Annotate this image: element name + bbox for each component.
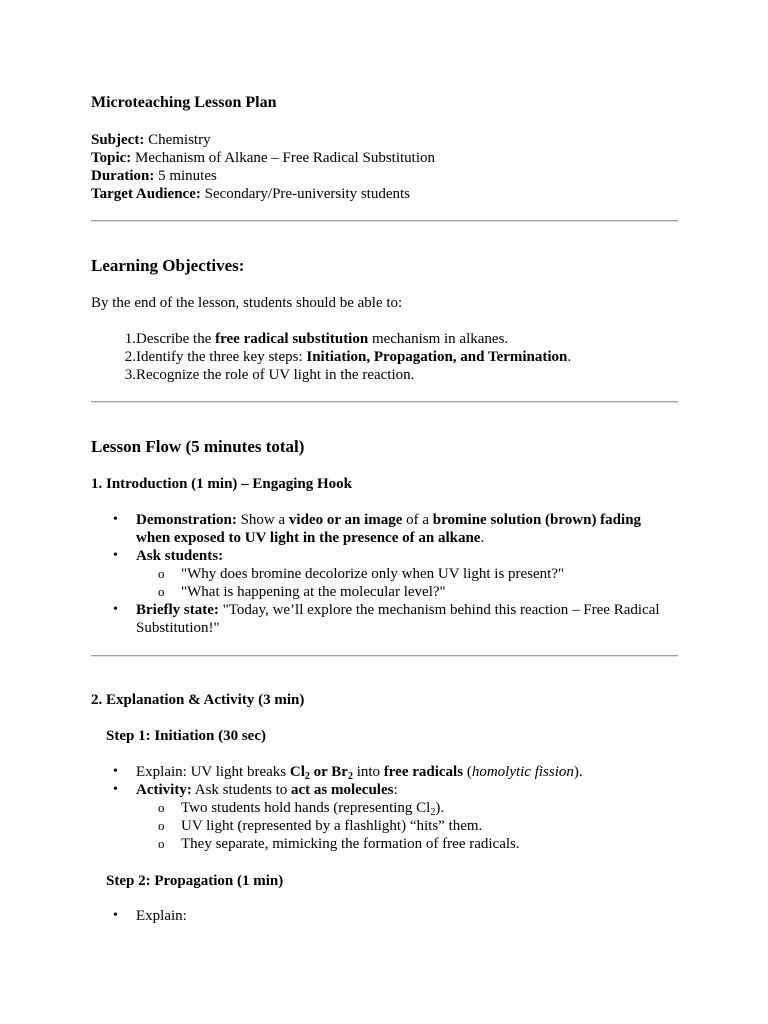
document-title: Microteaching Lesson Plan <box>91 94 277 111</box>
objective-item: 2.Identify the three key steps: Initiation, Propagation, and Termination. <box>124 349 572 365</box>
circle-bullet-icon: o <box>158 818 165 833</box>
briefly-state-line-1: Briefly state: "Today, we’ll explore the mechanism behind this reaction – Free Radical <box>136 602 660 618</box>
bullet-icon: • <box>113 512 118 527</box>
circle-bullet-icon: o <box>158 566 165 581</box>
meta-duration: Duration: 5 minutes <box>91 168 217 184</box>
ask-question: "What is happening at the molecular level?" <box>181 584 446 600</box>
demonstration-line-1: Demonstration: Show a video or an image of a bromine solution (brown) fading <box>136 512 642 528</box>
meta-audience: Target Audience: Secondary/Pre-university students <box>91 186 410 202</box>
explanation-heading: 2. Explanation & Activity (3 min) <box>91 692 305 708</box>
objective-item: 1.Describe the free radical substitution mechanism in alkanes. <box>124 331 509 347</box>
meta-topic: Topic: Mechanism of Alkane – Free Radical Substitution <box>91 150 435 166</box>
objectives-intro: By the end of the lesson, students should be able to: <box>91 295 403 311</box>
meta-subject: Subject: Chemistry <box>91 132 211 148</box>
objective-item: 3.Recognize the role of UV light in the reaction. <box>124 367 415 383</box>
bullet-icon: • <box>113 782 118 797</box>
circle-bullet-icon: o <box>158 836 165 851</box>
activity-item: They separate, mimicking the formation of free radicals. <box>181 836 520 852</box>
step2-explain: Explain: <box>136 908 187 924</box>
bullet-icon: • <box>113 548 118 563</box>
activity-item: UV light (represented by a flashlight) “hits” them. <box>181 818 483 834</box>
step1-heading: Step 1: Initiation (30 sec) <box>106 728 266 744</box>
objectives-heading: Learning Objectives: <box>91 256 245 275</box>
step1-activity: Activity: Ask students to act as molecules: <box>136 782 398 798</box>
demonstration-line-2: when exposed to UV light in the presence of an alkane. <box>136 530 485 546</box>
activity-item: Two students hold hands (representing $Cl_2$). <box>181 800 445 818</box>
circle-bullet-icon: o <box>158 800 165 815</box>
bullet-icon: • <box>113 908 118 923</box>
divider <box>91 220 678 222</box>
introduction-heading: 1. Introduction (1 min) – Engaging Hook <box>91 476 353 492</box>
divider <box>91 401 678 403</box>
bullet-icon: • <box>113 764 118 779</box>
ask-question: "Why does bromine decolorize only when UV light is present?" <box>181 566 565 582</box>
lesson-flow-heading: Lesson Flow (5 minutes total) <box>91 437 305 456</box>
briefly-state-line-2: Substitution!" <box>136 620 220 636</box>
bullet-icon: • <box>113 602 118 617</box>
circle-bullet-icon: o <box>158 584 165 599</box>
ask-students-label: Ask students: <box>136 548 224 564</box>
step2-heading: Step 2: Propagation (1 min) <box>106 873 284 889</box>
step1-explain: Explain: UV light breaks $Cl_2$ or $Br_2$ into free radicals (homolytic fission). <box>136 764 583 782</box>
divider <box>91 655 678 657</box>
